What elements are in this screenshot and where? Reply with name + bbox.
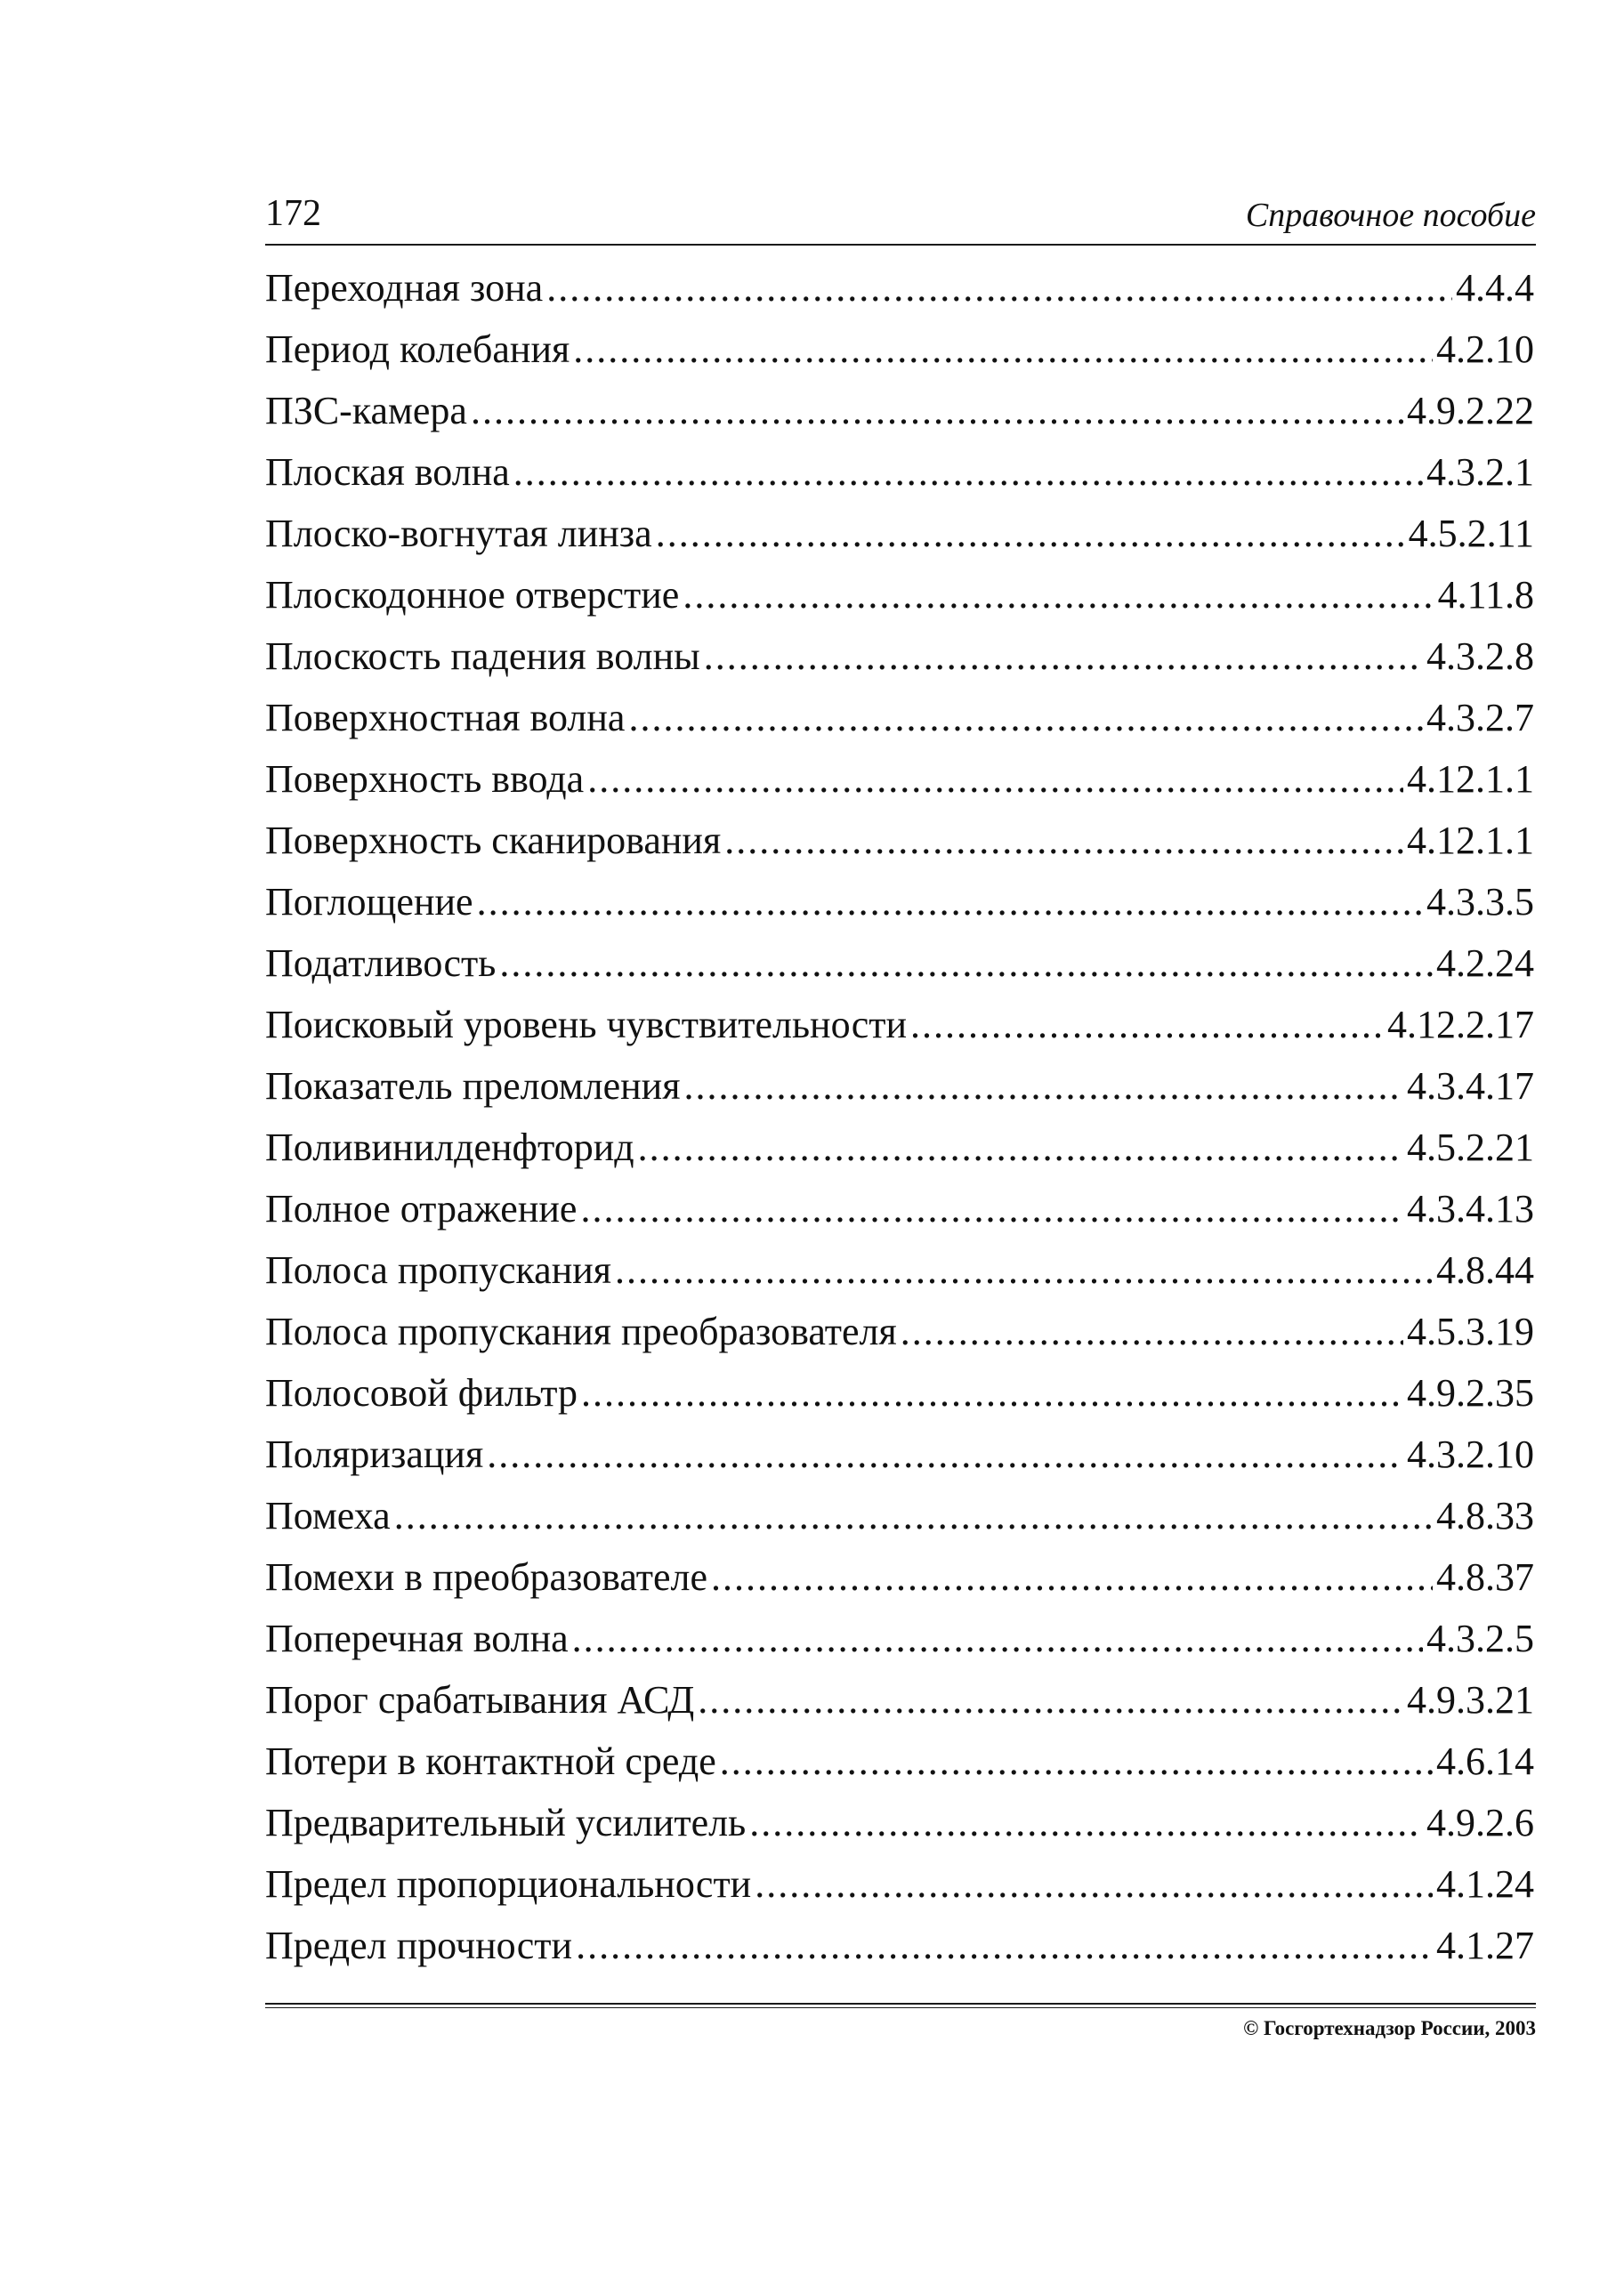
- dot-leader: [711, 1546, 1433, 1608]
- index-term: Поперечная волна: [265, 1617, 569, 1660]
- index-entry: [265, 1362, 1534, 1424]
- dot-leader: [704, 625, 1423, 687]
- index-reference: 4.9.2.22: [1407, 389, 1534, 432]
- index-entry: [265, 1731, 1534, 1792]
- index-term: Помеха: [265, 1494, 391, 1537]
- index-entry: [265, 1055, 1534, 1117]
- index-reference: 4.3.4.17: [1407, 1064, 1534, 1108]
- dot-leader: [615, 1239, 1433, 1301]
- index-entry: [265, 1669, 1534, 1731]
- index-reference: 4.3.2.7: [1426, 696, 1534, 739]
- index-entry: [265, 1546, 1534, 1608]
- dot-leader: [477, 871, 1423, 932]
- index-entry: [265, 380, 1534, 441]
- header-rule: [265, 244, 1536, 246]
- index-entry: [265, 1485, 1534, 1546]
- index-entry: [265, 319, 1534, 380]
- index-term: Плоско-вогнутая линза: [265, 512, 652, 555]
- index-reference: 4.4.4: [1456, 266, 1534, 310]
- dot-leader: [487, 1424, 1403, 1485]
- dot-leader: [580, 1178, 1403, 1239]
- index-term: Предел прочности: [265, 1924, 573, 1967]
- index-entry: [265, 687, 1534, 748]
- index-entry: [265, 257, 1534, 319]
- dot-leader: [576, 1915, 1433, 1976]
- running-title: Справочное пособие: [1245, 197, 1536, 234]
- index-entry: [265, 1792, 1534, 1853]
- index-reference: 4.3.2.10: [1407, 1432, 1534, 1476]
- index-term: Полоса пропускания: [265, 1248, 612, 1292]
- index-reference: 4.1.24: [1436, 1862, 1534, 1906]
- index-entry: [265, 1853, 1534, 1915]
- dot-leader: [394, 1485, 1433, 1546]
- dot-leader: [755, 1853, 1433, 1915]
- index-entry: [265, 1239, 1534, 1301]
- index-reference: 4.3.2.8: [1426, 634, 1534, 678]
- index-term: Поверхность ввода: [265, 757, 585, 801]
- index-entry: [265, 748, 1534, 810]
- index-reference: 4.12.1.1: [1407, 757, 1534, 801]
- index-term: Плоскодонное отверстие: [265, 573, 680, 617]
- dot-leader: [572, 1608, 1423, 1669]
- dot-leader: [910, 994, 1384, 1055]
- index-term: Полоса пропускания преобразователя: [265, 1310, 897, 1353]
- dot-leader: [656, 503, 1405, 564]
- index-list: [265, 257, 1534, 1976]
- index-entry: [265, 1301, 1534, 1362]
- index-term: Помехи в преобразователе: [265, 1555, 707, 1599]
- index-term: Поливинилденфторид: [265, 1126, 634, 1169]
- index-reference: 4.8.33: [1436, 1494, 1534, 1537]
- index-entry: [265, 1424, 1534, 1485]
- dot-leader: [499, 932, 1433, 994]
- index-reference: 4.2.10: [1436, 327, 1534, 371]
- index-term: Полосовой фильтр: [265, 1371, 578, 1415]
- index-term: Переходная зона: [265, 266, 544, 310]
- dot-leader: [749, 1792, 1423, 1853]
- index-reference: 4.8.44: [1436, 1248, 1534, 1292]
- index-entry: [265, 441, 1534, 503]
- dot-leader: [698, 1669, 1403, 1731]
- index-reference: 4.9.2.35: [1407, 1371, 1534, 1415]
- index-reference: 4.5.2.11: [1408, 512, 1534, 555]
- index-reference: 4.6.14: [1436, 1739, 1534, 1783]
- index-term: Предварительный усилитель: [265, 1801, 747, 1844]
- index-term: Плоскость падения волны: [265, 634, 700, 678]
- dot-leader: [720, 1731, 1433, 1792]
- index-term: Плоская волна: [265, 450, 510, 494]
- index-reference: 4.11.8: [1437, 573, 1534, 617]
- dot-leader: [628, 687, 1423, 748]
- index-term: Поглощение: [265, 880, 473, 924]
- dot-leader: [471, 380, 1403, 441]
- dot-leader: [724, 810, 1403, 871]
- dot-leader: [901, 1301, 1403, 1362]
- index-reference: 4.1.27: [1436, 1924, 1534, 1967]
- index-term: Потери в контактной среде: [265, 1739, 716, 1783]
- dot-leader: [573, 319, 1433, 380]
- index-term: Податливость: [265, 941, 497, 985]
- index-reference: 4.8.37: [1436, 1555, 1534, 1599]
- index-entry: [265, 932, 1534, 994]
- index-entry: [265, 1915, 1534, 1976]
- copyright-notice: © Госгортехнадзор России, 2003: [1243, 2017, 1536, 2039]
- index-reference: 4.5.2.21: [1407, 1126, 1534, 1169]
- index-reference: 4.9.3.21: [1407, 1678, 1534, 1722]
- dot-leader: [546, 257, 1452, 319]
- index-entry: [265, 1117, 1534, 1178]
- index-entry: [265, 1178, 1534, 1239]
- index-reference: 4.5.3.19: [1407, 1310, 1534, 1353]
- page-number: 172: [265, 193, 321, 234]
- dot-leader: [638, 1117, 1403, 1178]
- index-reference: 4.9.2.6: [1426, 1801, 1534, 1844]
- index-term: Полное отражение: [265, 1187, 578, 1231]
- index-entry: [265, 871, 1534, 932]
- index-term: Поверхностная волна: [265, 696, 626, 739]
- index-entry: [265, 625, 1534, 687]
- footer-rule: [265, 2007, 1536, 2008]
- index-reference: 4.3.2.1: [1426, 450, 1534, 494]
- index-entry: [265, 1608, 1534, 1669]
- index-entry: [265, 994, 1534, 1055]
- dot-leader: [683, 564, 1434, 625]
- index-term: Показатель преломления: [265, 1064, 681, 1108]
- index-term: Поисковый уровень чувствительности: [265, 1003, 907, 1046]
- page-header: [265, 187, 1536, 242]
- index-term: Поверхность сканирования: [265, 819, 722, 862]
- index-reference: 4.2.24: [1436, 941, 1534, 985]
- index-reference: 4.3.3.5: [1426, 880, 1534, 924]
- footer-rule: [265, 2003, 1536, 2005]
- index-reference: 4.3.2.5: [1426, 1617, 1534, 1660]
- index-entry: [265, 810, 1534, 871]
- index-reference: 4.12.1.1: [1407, 819, 1534, 862]
- dot-leader: [683, 1055, 1403, 1117]
- index-term: Предел пропорциональности: [265, 1862, 752, 1906]
- dot-leader: [587, 748, 1403, 810]
- index-reference: 4.12.2.17: [1387, 1003, 1534, 1046]
- index-term: Порог срабатывания АСД: [265, 1678, 695, 1722]
- dot-leader: [513, 441, 1423, 503]
- index-entry: [265, 503, 1534, 564]
- index-term: Период колебания: [265, 327, 570, 371]
- dot-leader: [581, 1362, 1403, 1424]
- index-reference: 4.3.4.13: [1407, 1187, 1534, 1231]
- index-entry: [265, 564, 1534, 625]
- index-term: Поляризация: [265, 1432, 484, 1476]
- index-term: ПЗС-камера: [265, 389, 467, 432]
